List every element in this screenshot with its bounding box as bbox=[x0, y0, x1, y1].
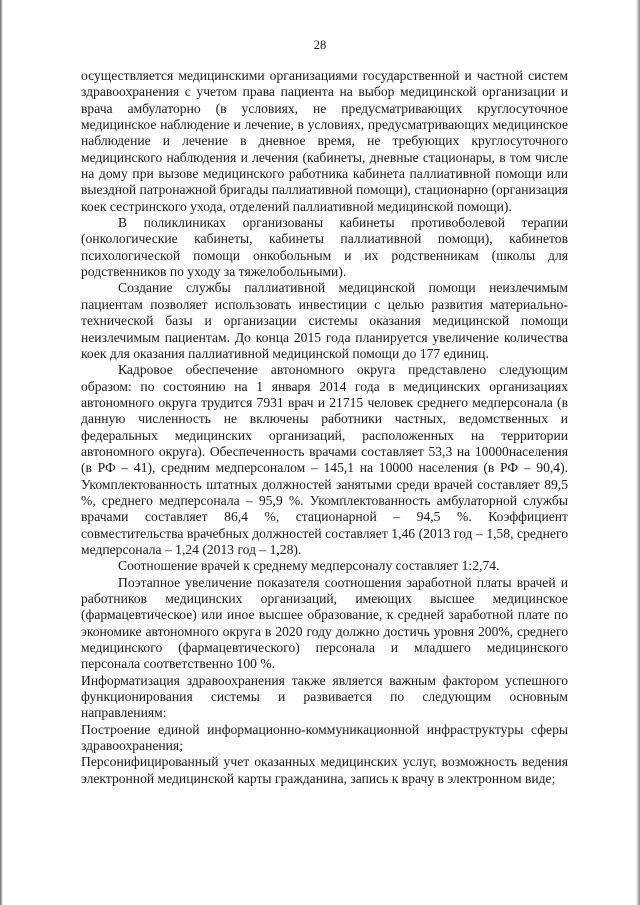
paragraph-continuation: осуществляется медицинскими организациями государственной и частной систем здравоохранения с учетом права пациента на выбор медицинской организации и врача амбулаторно (в условиях, не предусматривающих круглосуточное медицинское наблюдение и лечение, в условиях, предусматривающих медицинское наблюдение и лечение в дневное время, не требующих круглосуточного медицинского наблюдения и лечения (кабинеты, дневные стационары, в том числе на дому при вызове медицинского работника кабинета паллиативной помощи или выездной патронажной бригады паллиативной помощи), стационарно (организация коек сестринского ухода, отделений паллиативной медицинской помощи). bbox=[81, 68, 568, 214]
scan-edge-left bbox=[0, 0, 3, 905]
document-body bbox=[81, 68, 568, 787]
paragraph-staffing: Кадровое обеспечение автономного округа представлено следующим образом: по состоянию на 1 января 2014 года в медицинских организациях автономного округа трудится 7931 врач и 21715 человек среднего медперсонала (в данную численность не включены работники частных, ведомственных и федеральных медицинских организаций, расположенных на территории автономного округа). Обеспеченность врачами составляет 53,3 на 10000населения (в РФ – 41), средним медперсоналом – 145,1 на 10000 населения (в РФ – 90,4). Укомплектованность штатных должностей занятыми среди врачей составляет 89,5 %, среднего медперсонала – 95,9 %. Укомплектованность амбулаторной службы врачами составляет 86,4 %, стационарной – 94,5 %. Коэффициент совместительства врачебных должностей составляет 1,46 (2013 год – 1,58, среднего медперсонала – 1,24 (2013 год – 1,28). bbox=[81, 362, 568, 557]
paragraph-personalized-records: Персонифицированный учет оказанных медицинских услуг, возможность ведения электронной медицинской карты гражданина, запись к врачу в электронном виде; bbox=[81, 754, 568, 786]
paragraph-salary: Поэтапное увеличение показателя соотношения заработной платы врачей и работников медицинских организаций, имеющих высшее медицинское (фармацевтическое) или иное высшее образование, к средней заработной плате по экономике автономного округа в 2020 году должно достичь уровня 200%, среднего медицинского (фармацевтического) персонала и младшего медицинского персонала соответственно 100 %. bbox=[81, 574, 568, 672]
paragraph-polyclinics: В поликлиниках организованы кабинеты противоболевой терапии (онкологические кабинеты, кабинеты паллиативной помощи), кабинетов психологической помощи онкобольным и их родственникам (школы для родственников по уходу за тяжелобольными). bbox=[81, 215, 568, 280]
paragraph-palliative-service: Создание службы паллиативной медицинской помощи неизлечимым пациентам позволяет использовать инвестиции с целью развития материально-технической базы и организации системы оказания медицинской помощи неизлечимым пациентам. До конца 2015 года планируется увеличение количества коек для оказания паллиативной медицинской помощи до 177 единиц. bbox=[81, 280, 568, 361]
paragraph-ratio: Соотношение врачей к среднему медперсоналу составляет 1:2,74. bbox=[118, 558, 500, 574]
paragraph-informatization: Информатизация здравоохранения также является важным фактором успешного функционирования системы и развивается по следующим основным направлениям: bbox=[81, 672, 568, 721]
page-number: 28 bbox=[313, 38, 327, 52]
scan-edge-right bbox=[636, 0, 640, 905]
paragraph-infrastructure: Построение единой информационно-коммуникационной инфраструктуры сферы здравоохранения; bbox=[81, 721, 568, 754]
